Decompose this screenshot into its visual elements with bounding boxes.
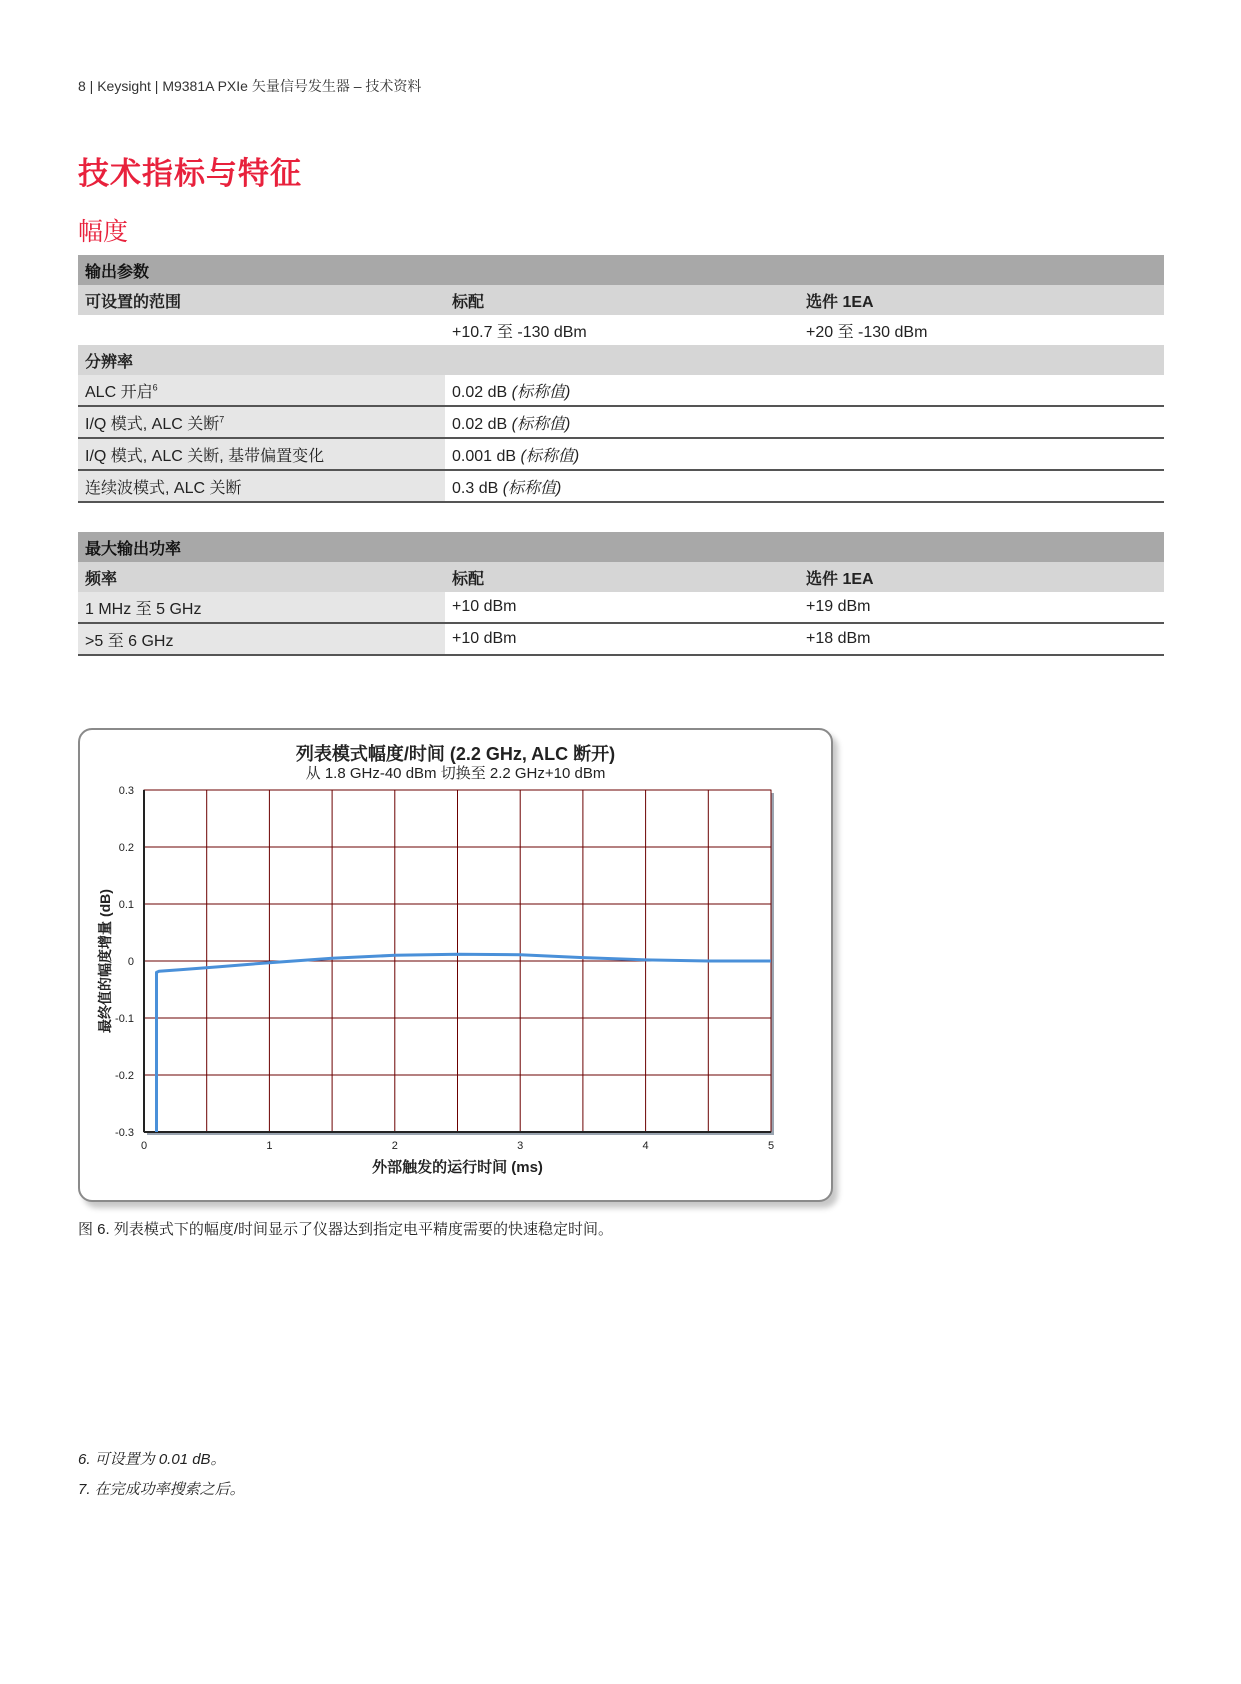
y-tick-label: 0.1 <box>118 899 134 911</box>
col-header: 标配 <box>445 285 799 315</box>
figure-caption: 图 6. 列表模式下的幅度/时间显示了仪器达到指定电平精度需要的快速稳定时间。 <box>78 1221 614 1238</box>
table-cell: +10 dBm <box>445 623 799 655</box>
y-tick-label: -0.1 <box>115 1013 134 1025</box>
x-tick-label: 2 <box>391 1140 398 1152</box>
y-axis-label: 最终值的幅度增量 (dB) <box>97 889 113 1033</box>
page-header: 8 | Keysight | M9381A PXIe 矢量信号发生器 – 技术资料 <box>78 78 422 94</box>
footnote: 7. 在完成功率搜索之后。 <box>78 1481 245 1498</box>
resolution-header: 分辨率 <box>78 345 445 375</box>
table-cell: 0.02 dB (标称值) <box>445 406 1164 438</box>
col-header: 标配 <box>445 562 799 592</box>
page-title: 技术指标与特征 <box>78 156 302 191</box>
table-header: 输出参数 <box>78 255 1164 285</box>
table-cell: 1 MHz 至 5 GHz <box>78 592 445 623</box>
col-header: 选件 1EA <box>799 562 1164 592</box>
col-header: 可设置的范围 <box>78 285 445 315</box>
y-tick-label: -0.2 <box>115 1070 134 1082</box>
table-row <box>78 470 1164 502</box>
footnote: 6. 可设置为 0.01 dB。 <box>78 1451 226 1468</box>
table-row <box>78 406 1164 438</box>
table-cell: >5 至 6 GHz <box>78 623 445 655</box>
table-cell: +10 dBm <box>445 592 799 623</box>
table-cell: I/Q 模式, ALC 关断, 基带偏置变化 <box>78 438 445 470</box>
chart-title: 列表模式幅度/时间 (2.2 GHz, ALC 断开) <box>295 744 616 764</box>
resolution-header-row <box>78 345 1164 375</box>
table-cell: 连续波模式, ALC 关断 <box>78 470 445 502</box>
chart-subtitle: 从 1.8 GHz-40 dBm 切换至 2.2 GHz+10 dBm <box>305 765 606 782</box>
table-cell: ALC 开启$^6$ <box>78 375 445 406</box>
table-cell <box>78 315 445 345</box>
table-row <box>78 375 1164 406</box>
y-tick-label: 0.3 <box>118 785 134 797</box>
table-header-row <box>78 255 1164 285</box>
section-title: 幅度 <box>78 218 129 246</box>
table-cell: 0.02 dB (标称值) <box>445 375 1164 406</box>
x-tick-label: 4 <box>642 1140 649 1152</box>
table-row <box>78 592 1164 623</box>
table-cell: 0.001 dB (标称值) <box>445 438 1164 470</box>
col-header: 频率 <box>78 562 445 592</box>
table-subheader-row <box>78 285 1164 315</box>
x-tick-label: 3 <box>517 1140 524 1152</box>
x-tick-label: 0 <box>140 1140 148 1152</box>
table-row <box>78 438 1164 470</box>
y-tick-label: -0.3 <box>115 1127 134 1139</box>
table-row <box>78 315 1164 345</box>
table-header: 最大输出功率 <box>78 532 1164 562</box>
table-cell: +19 dBm <box>799 592 1164 623</box>
x-tick-label: 5 <box>767 1140 775 1152</box>
table-cell: +10.7 至 -130 dBm <box>452 323 587 341</box>
chart <box>80 730 831 1200</box>
figure-panel <box>78 728 833 1202</box>
table-row <box>78 623 1164 655</box>
table-subheader-row <box>78 562 1164 592</box>
table-cell: 0.3 dB (标称值) <box>445 470 1164 502</box>
table-cell: +18 dBm <box>799 623 1164 655</box>
table-cell: I/Q 模式, ALC 关断$^7$ <box>78 406 445 438</box>
x-axis-label: 外部触发的运行时间 (ms) <box>372 1159 543 1176</box>
y-tick-label: 0.2 <box>118 842 134 854</box>
output-params-table <box>78 255 1164 503</box>
table-cell: +20 至 -130 dBm <box>806 323 928 341</box>
col-header: 选件 1EA <box>799 285 1164 315</box>
max-power-table <box>78 532 1164 656</box>
x-tick-label: 1 <box>266 1140 273 1152</box>
y-tick-label: 0 <box>127 956 134 968</box>
table-header-row <box>78 532 1164 562</box>
